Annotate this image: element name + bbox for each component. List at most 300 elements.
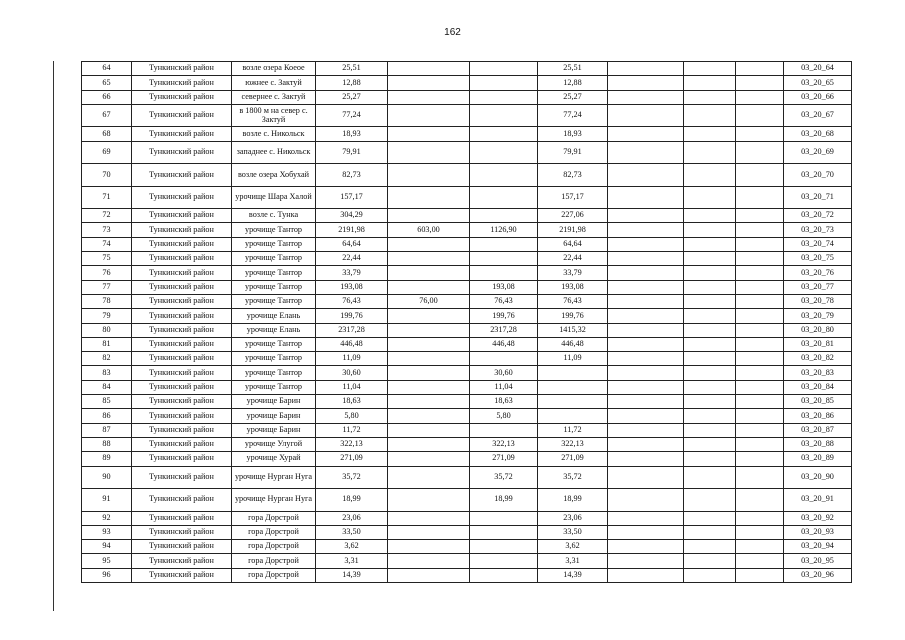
cell-col-5 [388, 540, 470, 554]
cell-col-8 [608, 186, 684, 209]
cell-location: урочище Барин [232, 409, 316, 423]
cell-location: урочище Нурган Нуга [232, 466, 316, 489]
cell-col-9 [684, 104, 736, 127]
table-row [82, 511, 852, 525]
cell-col-8 [608, 554, 684, 568]
cell-col-10 [736, 366, 784, 380]
table-row [82, 186, 852, 209]
cell-code: 03_20_88 [784, 437, 852, 451]
table-row [82, 90, 852, 104]
cell-col-5 [388, 209, 470, 223]
cell-location: урочище Тантор [232, 337, 316, 351]
cell-location: урочище Шара Халой [232, 186, 316, 209]
cell-code: 03_20_95 [784, 554, 852, 568]
cell-col-9 [684, 323, 736, 337]
cell-code: 03_20_87 [784, 423, 852, 437]
table-row [82, 280, 852, 294]
cell-col-8 [608, 127, 684, 141]
cell-col-7: 82,73 [538, 164, 608, 187]
cell-row-number: 66 [82, 90, 132, 104]
cell-district: Тункинский район [132, 337, 232, 351]
cell-col-8 [608, 90, 684, 104]
cell-col-9 [684, 352, 736, 366]
cell-area-total: 2317,28 [316, 323, 388, 337]
cell-col-9 [684, 223, 736, 237]
cell-col-6: 18,99 [470, 489, 538, 512]
cell-col-7: 271,09 [538, 452, 608, 466]
cell-location: урочище Тантор [232, 280, 316, 294]
left-margin-rule [53, 61, 54, 611]
table-row [82, 489, 852, 512]
cell-col-9 [684, 554, 736, 568]
cell-code: 03_20_85 [784, 395, 852, 409]
cell-col-7: 64,64 [538, 237, 608, 251]
cell-code: 03_20_96 [784, 568, 852, 582]
cell-location: урочище Нурган Нуга [232, 489, 316, 512]
cell-col-5 [388, 337, 470, 351]
cell-col-9 [684, 511, 736, 525]
cell-district: Тункинский район [132, 186, 232, 209]
cell-col-10 [736, 164, 784, 187]
cell-district: Тункинский район [132, 380, 232, 394]
cell-col-7: 11,09 [538, 352, 608, 366]
cell-col-5 [388, 252, 470, 266]
cell-col-5 [388, 554, 470, 568]
cell-row-number: 79 [82, 309, 132, 323]
cell-col-10 [736, 252, 784, 266]
cell-row-number: 92 [82, 511, 132, 525]
cell-col-9 [684, 266, 736, 280]
cell-code: 03_20_90 [784, 466, 852, 489]
cell-col-7: 12,88 [538, 76, 608, 90]
cell-code: 03_20_84 [784, 380, 852, 394]
cell-row-number: 77 [82, 280, 132, 294]
cell-col-8 [608, 437, 684, 451]
cell-col-5 [388, 366, 470, 380]
cell-location: урочище Тантор [232, 252, 316, 266]
cell-location: урочище Тантор [232, 352, 316, 366]
cell-col-5 [388, 104, 470, 127]
cell-col-6 [470, 511, 538, 525]
cell-col-5 [388, 380, 470, 394]
cell-code: 03_20_79 [784, 309, 852, 323]
cell-row-number: 83 [82, 366, 132, 380]
cell-col-9 [684, 452, 736, 466]
cell-district: Тункинский район [132, 554, 232, 568]
cell-code: 03_20_65 [784, 76, 852, 90]
cell-district: Тункинский район [132, 266, 232, 280]
cell-col-5 [388, 437, 470, 451]
cell-col-7: 2191,98 [538, 223, 608, 237]
cell-col-8 [608, 209, 684, 223]
cell-col-6 [470, 104, 538, 127]
cell-location: западнее с. Никольск [232, 141, 316, 164]
cell-row-number: 72 [82, 209, 132, 223]
cell-col-8 [608, 409, 684, 423]
cell-col-8 [608, 540, 684, 554]
cell-area-total: 18,99 [316, 489, 388, 512]
cell-col-9 [684, 209, 736, 223]
cell-code: 03_20_94 [784, 540, 852, 554]
cell-district: Тункинский район [132, 511, 232, 525]
cell-district: Тункинский район [132, 366, 232, 380]
cell-col-8 [608, 452, 684, 466]
cell-location: севернее с. Зактуй [232, 90, 316, 104]
cell-col-5 [388, 280, 470, 294]
cell-col-5 [388, 511, 470, 525]
cell-col-10 [736, 554, 784, 568]
cell-col-10 [736, 186, 784, 209]
table-row [82, 540, 852, 554]
cell-row-number: 74 [82, 237, 132, 251]
cell-col-10 [736, 452, 784, 466]
table-row [82, 294, 852, 308]
table-row [82, 209, 852, 223]
cell-col-8 [608, 104, 684, 127]
cell-code: 03_20_70 [784, 164, 852, 187]
table-row [82, 409, 852, 423]
table-body [82, 62, 852, 583]
cell-col-8 [608, 323, 684, 337]
cell-col-9 [684, 76, 736, 90]
cell-col-10 [736, 237, 784, 251]
cell-row-number: 93 [82, 525, 132, 539]
cell-district: Тункинский район [132, 568, 232, 582]
cell-col-7: 3,31 [538, 554, 608, 568]
table-row [82, 223, 852, 237]
table-row [82, 452, 852, 466]
table-row [82, 141, 852, 164]
cell-code: 03_20_77 [784, 280, 852, 294]
cell-col-5 [388, 452, 470, 466]
cell-col-6 [470, 525, 538, 539]
cell-col-9 [684, 380, 736, 394]
cell-col-7: 35,72 [538, 466, 608, 489]
cell-row-number: 68 [82, 127, 132, 141]
cell-row-number: 96 [82, 568, 132, 582]
cell-col-7: 193,08 [538, 280, 608, 294]
cell-col-6 [470, 237, 538, 251]
cell-area-total: 304,29 [316, 209, 388, 223]
cell-col-5 [388, 489, 470, 512]
cell-col-5 [388, 568, 470, 582]
cell-area-total: 18,63 [316, 395, 388, 409]
cell-district: Тункинский район [132, 62, 232, 76]
cell-district: Тункинский район [132, 252, 232, 266]
cell-col-5 [388, 76, 470, 90]
cell-col-7: 157,17 [538, 186, 608, 209]
table-row [82, 309, 852, 323]
cell-col-5 [388, 141, 470, 164]
cell-location: урочище Тантор [232, 380, 316, 394]
table-row [82, 395, 852, 409]
cell-district: Тункинский район [132, 141, 232, 164]
cell-location: урочище Хурай [232, 452, 316, 466]
cell-col-5 [388, 164, 470, 187]
cell-col-7: 18,93 [538, 127, 608, 141]
cell-district: Тункинский район [132, 209, 232, 223]
data-table [81, 61, 852, 583]
cell-code: 03_20_75 [784, 252, 852, 266]
cell-row-number: 87 [82, 423, 132, 437]
cell-col-6: 271,09 [470, 452, 538, 466]
cell-row-number: 67 [82, 104, 132, 127]
cell-col-9 [684, 395, 736, 409]
cell-col-6 [470, 62, 538, 76]
cell-col-10 [736, 540, 784, 554]
cell-col-7: 77,24 [538, 104, 608, 127]
cell-row-number: 82 [82, 352, 132, 366]
cell-district: Тункинский район [132, 223, 232, 237]
cell-area-total: 5,80 [316, 409, 388, 423]
cell-col-7: 14,39 [538, 568, 608, 582]
cell-code: 03_20_72 [784, 209, 852, 223]
cell-district: Тункинский район [132, 323, 232, 337]
cell-area-total: 22,44 [316, 252, 388, 266]
cell-code: 03_20_89 [784, 452, 852, 466]
cell-area-total: 33,50 [316, 525, 388, 539]
cell-col-10 [736, 309, 784, 323]
table-row [82, 568, 852, 582]
cell-district: Тункинский район [132, 437, 232, 451]
cell-location: в 1800 м на север с. Зактуй [232, 104, 316, 127]
table-row [82, 76, 852, 90]
cell-col-7: 446,48 [538, 337, 608, 351]
cell-col-7: 3,62 [538, 540, 608, 554]
cell-location: южнее с. Зактуй [232, 76, 316, 90]
cell-col-9 [684, 540, 736, 554]
cell-location: урочище Барин [232, 423, 316, 437]
cell-location: возле озера Коеое [232, 62, 316, 76]
cell-area-total: 33,79 [316, 266, 388, 280]
cell-col-10 [736, 466, 784, 489]
cell-col-10 [736, 568, 784, 582]
cell-col-9 [684, 366, 736, 380]
cell-district: Тункинский район [132, 409, 232, 423]
cell-col-5 [388, 466, 470, 489]
cell-code: 03_20_80 [784, 323, 852, 337]
cell-row-number: 95 [82, 554, 132, 568]
cell-row-number: 90 [82, 466, 132, 489]
cell-area-total: 23,06 [316, 511, 388, 525]
cell-col-6: 1126,90 [470, 223, 538, 237]
cell-col-7: 199,76 [538, 309, 608, 323]
cell-col-5 [388, 323, 470, 337]
cell-col-8 [608, 309, 684, 323]
cell-row-number: 94 [82, 540, 132, 554]
cell-area-total: 30,60 [316, 366, 388, 380]
cell-col-5: 603,00 [388, 223, 470, 237]
cell-code: 03_20_73 [784, 223, 852, 237]
cell-area-total: 322,13 [316, 437, 388, 451]
cell-col-8 [608, 62, 684, 76]
cell-col-10 [736, 127, 784, 141]
cell-district: Тункинский район [132, 104, 232, 127]
cell-col-8 [608, 164, 684, 187]
cell-col-7 [538, 380, 608, 394]
cell-district: Тункинский район [132, 309, 232, 323]
cell-location: гора Дорстрой [232, 568, 316, 582]
cell-area-total: 18,93 [316, 127, 388, 141]
cell-col-6: 5,80 [470, 409, 538, 423]
cell-location: урочище Елань [232, 323, 316, 337]
cell-col-10 [736, 90, 784, 104]
cell-col-8 [608, 337, 684, 351]
cell-col-9 [684, 423, 736, 437]
cell-col-8 [608, 366, 684, 380]
cell-col-6: 35,72 [470, 466, 538, 489]
cell-col-6 [470, 568, 538, 582]
cell-row-number: 71 [82, 186, 132, 209]
cell-col-6 [470, 141, 538, 164]
cell-col-10 [736, 62, 784, 76]
cell-col-8 [608, 489, 684, 512]
cell-area-total: 193,08 [316, 280, 388, 294]
cell-col-5 [388, 62, 470, 76]
cell-row-number: 84 [82, 380, 132, 394]
cell-col-8 [608, 266, 684, 280]
cell-col-5 [388, 309, 470, 323]
cell-col-6: 76,43 [470, 294, 538, 308]
cell-district: Тункинский район [132, 164, 232, 187]
cell-row-number: 75 [82, 252, 132, 266]
cell-area-total: 3,62 [316, 540, 388, 554]
cell-area-total: 11,04 [316, 380, 388, 394]
cell-code: 03_20_83 [784, 366, 852, 380]
cell-col-9 [684, 252, 736, 266]
cell-col-7: 25,27 [538, 90, 608, 104]
cell-col-7: 18,99 [538, 489, 608, 512]
cell-col-6: 30,60 [470, 366, 538, 380]
cell-col-10 [736, 209, 784, 223]
cell-code: 03_20_67 [784, 104, 852, 127]
cell-col-7: 23,06 [538, 511, 608, 525]
cell-location: возле с. Никольск [232, 127, 316, 141]
cell-col-6: 322,13 [470, 437, 538, 451]
cell-col-7 [538, 409, 608, 423]
cell-district: Тункинский район [132, 489, 232, 512]
cell-col-6: 446,48 [470, 337, 538, 351]
cell-location: возле с. Тунка [232, 209, 316, 223]
cell-col-8 [608, 76, 684, 90]
cell-col-6 [470, 209, 538, 223]
cell-col-7: 33,79 [538, 266, 608, 280]
cell-col-7: 79,91 [538, 141, 608, 164]
cell-col-6 [470, 164, 538, 187]
cell-col-10 [736, 280, 784, 294]
cell-code: 03_20_76 [784, 266, 852, 280]
cell-area-total: 79,91 [316, 141, 388, 164]
table-row [82, 337, 852, 351]
cell-location: гора Дорстрой [232, 511, 316, 525]
cell-col-6 [470, 554, 538, 568]
cell-location: урочище Тантор [232, 266, 316, 280]
cell-col-6: 18,63 [470, 395, 538, 409]
cell-code: 03_20_68 [784, 127, 852, 141]
cell-area-total: 2191,98 [316, 223, 388, 237]
cell-col-6 [470, 352, 538, 366]
cell-col-8 [608, 525, 684, 539]
cell-col-9 [684, 409, 736, 423]
cell-col-7: 227,06 [538, 209, 608, 223]
cell-location: урочище Тантор [232, 366, 316, 380]
table-row [82, 237, 852, 251]
cell-col-9 [684, 309, 736, 323]
cell-col-6 [470, 423, 538, 437]
cell-col-9 [684, 337, 736, 351]
cell-location: урочище Тантор [232, 237, 316, 251]
cell-area-total: 199,76 [316, 309, 388, 323]
table-row [82, 266, 852, 280]
cell-district: Тункинский район [132, 76, 232, 90]
cell-area-total: 25,51 [316, 62, 388, 76]
cell-col-10 [736, 76, 784, 90]
cell-col-5 [388, 237, 470, 251]
cell-code: 03_20_93 [784, 525, 852, 539]
table-row [82, 252, 852, 266]
cell-col-10 [736, 409, 784, 423]
table-row [82, 366, 852, 380]
cell-code: 03_20_71 [784, 186, 852, 209]
cell-col-7 [538, 395, 608, 409]
table-row [82, 437, 852, 451]
cell-row-number: 81 [82, 337, 132, 351]
cell-area-total: 11,72 [316, 423, 388, 437]
cell-col-8 [608, 141, 684, 164]
cell-code: 03_20_82 [784, 352, 852, 366]
cell-col-6: 199,76 [470, 309, 538, 323]
cell-col-8 [608, 352, 684, 366]
cell-col-9 [684, 90, 736, 104]
cell-col-10 [736, 489, 784, 512]
cell-location: урочище Тантор [232, 294, 316, 308]
table-row [82, 466, 852, 489]
table-row [82, 104, 852, 127]
cell-col-9 [684, 141, 736, 164]
cell-col-5: 76,00 [388, 294, 470, 308]
cell-col-6 [470, 76, 538, 90]
cell-row-number: 69 [82, 141, 132, 164]
cell-col-7: 25,51 [538, 62, 608, 76]
cell-col-8 [608, 380, 684, 394]
cell-row-number: 89 [82, 452, 132, 466]
cell-col-6: 193,08 [470, 280, 538, 294]
cell-row-number: 85 [82, 395, 132, 409]
cell-col-6 [470, 127, 538, 141]
cell-location: возле озера Хобухай [232, 164, 316, 187]
cell-col-8 [608, 237, 684, 251]
cell-col-5 [388, 266, 470, 280]
cell-col-9 [684, 62, 736, 76]
cell-row-number: 80 [82, 323, 132, 337]
cell-col-5 [388, 186, 470, 209]
cell-col-10 [736, 294, 784, 308]
cell-code: 03_20_78 [784, 294, 852, 308]
cell-district: Тункинский район [132, 452, 232, 466]
cell-col-8 [608, 294, 684, 308]
cell-area-total: 25,27 [316, 90, 388, 104]
table-row [82, 525, 852, 539]
cell-row-number: 91 [82, 489, 132, 512]
cell-area-total: 14,39 [316, 568, 388, 582]
cell-district: Тункинский район [132, 352, 232, 366]
cell-district: Тункинский район [132, 237, 232, 251]
cell-col-7 [538, 366, 608, 380]
cell-area-total: 35,72 [316, 466, 388, 489]
cell-area-total: 157,17 [316, 186, 388, 209]
cell-col-6 [470, 90, 538, 104]
table-row [82, 62, 852, 76]
